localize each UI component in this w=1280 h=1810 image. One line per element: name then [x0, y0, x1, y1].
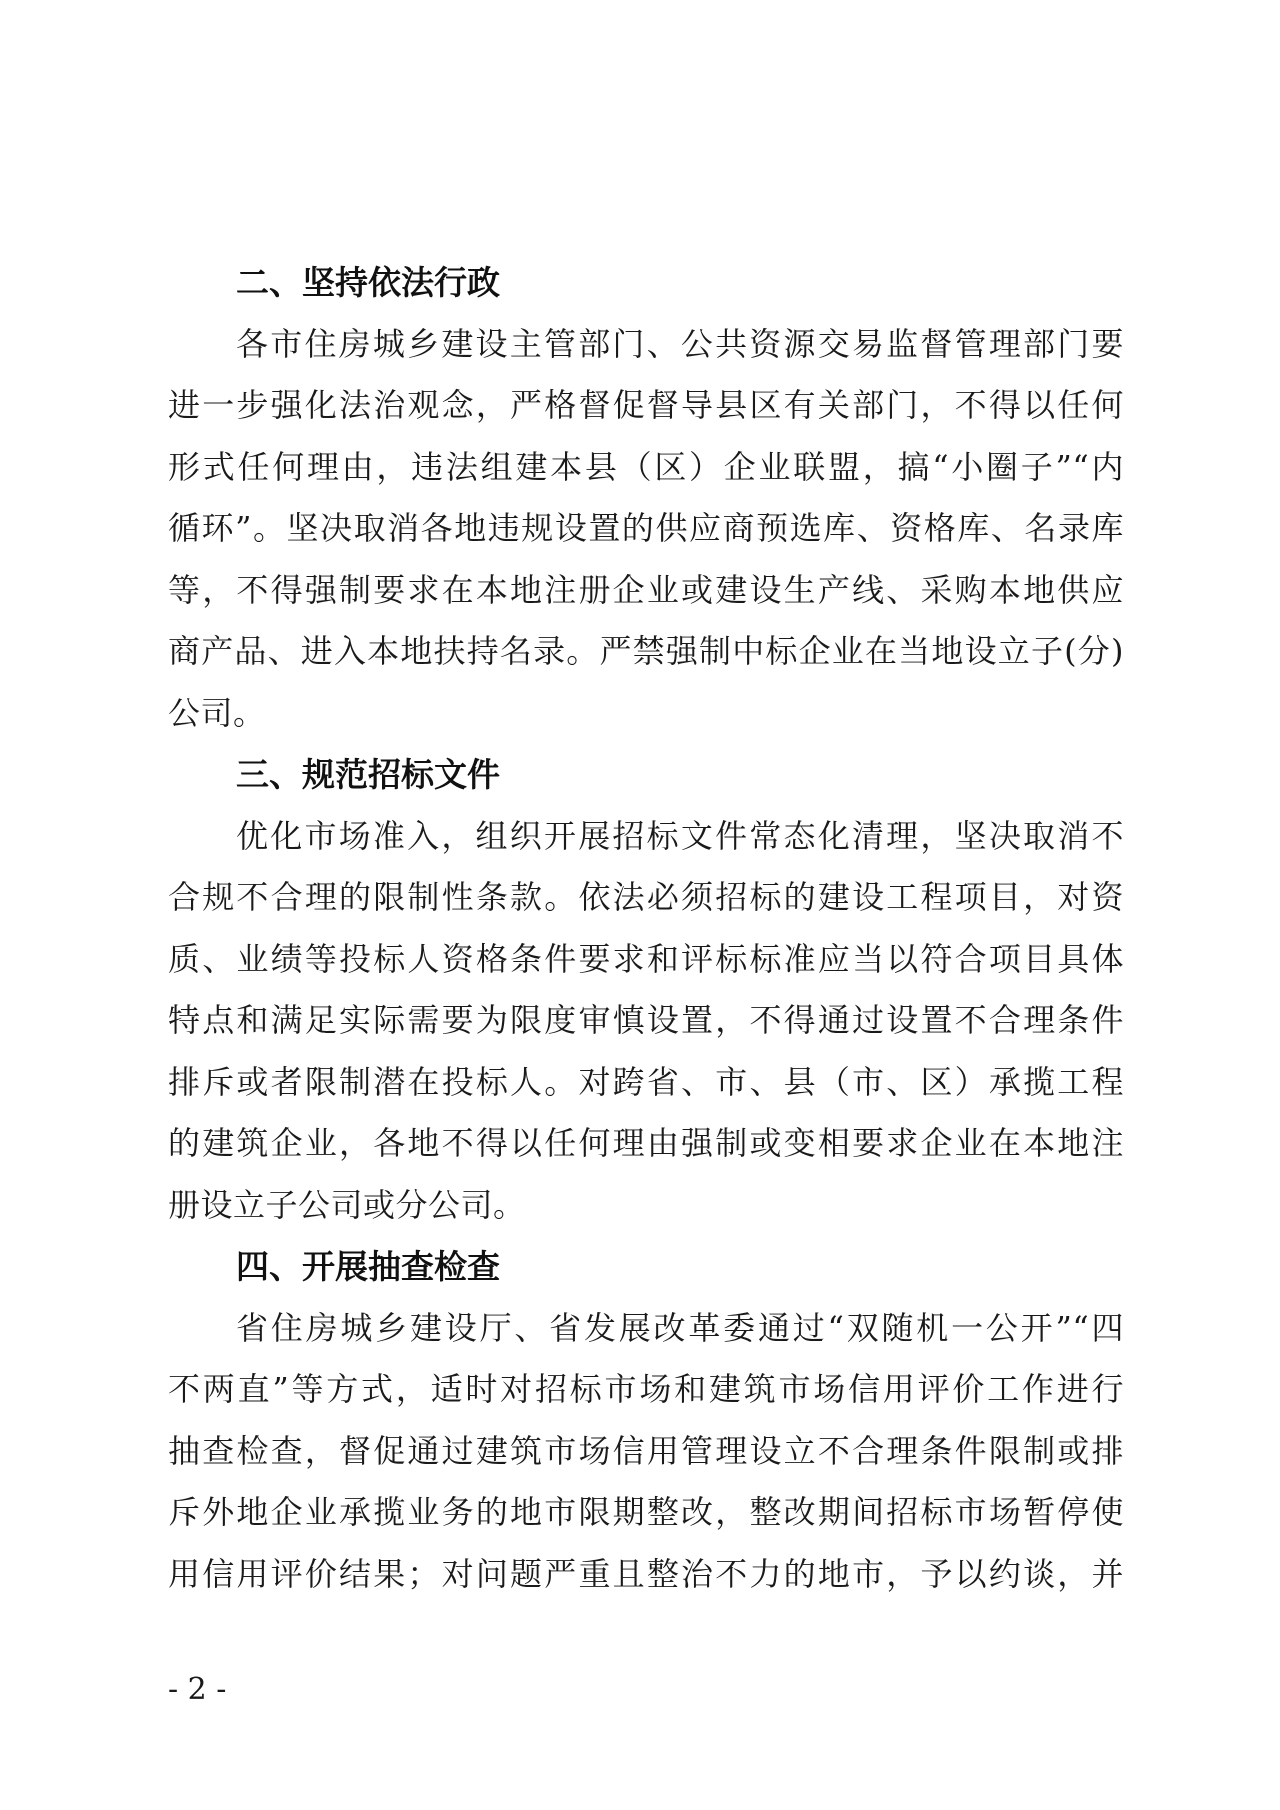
- paragraph-line: 形式任何理由，违法组建本县（区）企业联盟，搞“小圈子”“内: [168, 447, 1124, 486]
- paragraph-line: 各市住房城乡建设主管部门、公共资源交易监督管理部门要: [236, 324, 1124, 363]
- paragraph-line: 用信用评价结果；对问题严重且整治不力的地市，予以约谈，并: [168, 1554, 1124, 1593]
- section-heading-tender-documents: 三、规范招标文件: [236, 755, 500, 794]
- paragraph-line: 抽查检查，督促通过建筑市场信用管理设立不合理条件限制或排: [168, 1431, 1124, 1470]
- paragraph-line: 合规不合理的限制性条款。依法必须招标的建设工程项目，对资: [168, 878, 1124, 916]
- paragraph-line: 等，不得强制要求在本地注册企业或建设生产线、采购本地供应: [168, 570, 1124, 609]
- paragraph-line: 斥外地企业承揽业务的地市限期整改，整改期间招标市场暂停使: [168, 1493, 1124, 1531]
- paragraph-line: 不两直”等方式，适时对招标市场和建筑市场信用评价工作进行: [168, 1370, 1124, 1408]
- paragraph-line: 循环”。坚决取消各地违规设置的供应商预选库、资格库、名录库: [168, 509, 1124, 547]
- page-number: - 2 -: [168, 1672, 227, 1707]
- paragraph-line: 商产品、进入本地扶持名录。严禁强制中标企业在当地设立子(分): [168, 632, 1124, 670]
- paragraph-line: 进一步强化法治观念，严格督促督导县区有关部门，不得以任何: [168, 386, 1124, 424]
- paragraph-line: 排斥或者限制潜在投标人。对跨省、市、县（市、区）承揽工程: [168, 1062, 1124, 1101]
- document-body: [168, 252, 1124, 1605]
- paragraph-line: 公司。: [168, 693, 266, 732]
- paragraph-spot-checks: [168, 1298, 1124, 1606]
- paragraph-line: 的建筑企业，各地不得以任何理由强制或变相要求企业在本地注: [168, 1124, 1124, 1162]
- paragraph-line: 质、业绩等投标人资格条件要求和评标标准应当以符合项目具体: [168, 939, 1124, 978]
- paragraph-line: 册设立子公司或分公司。: [168, 1185, 526, 1224]
- section-heading-adhere-to-law: 二、坚持依法行政: [236, 263, 500, 302]
- paragraph-line: 特点和满足实际需要为限度审慎设置，不得通过设置不合理条件: [168, 1001, 1124, 1039]
- paragraph-adhere-to-law: [168, 314, 1124, 745]
- paragraph-line: 省住房城乡建设厅、省发展改革委通过“双随机一公开”“四: [236, 1308, 1124, 1347]
- section-heading-spot-checks: 四、开展抽查检查: [236, 1247, 500, 1286]
- paragraph-line: 优化市场准入，组织开展招标文件常态化清理，坚决取消不: [236, 816, 1124, 855]
- paragraph-tender-documents: [168, 806, 1124, 1237]
